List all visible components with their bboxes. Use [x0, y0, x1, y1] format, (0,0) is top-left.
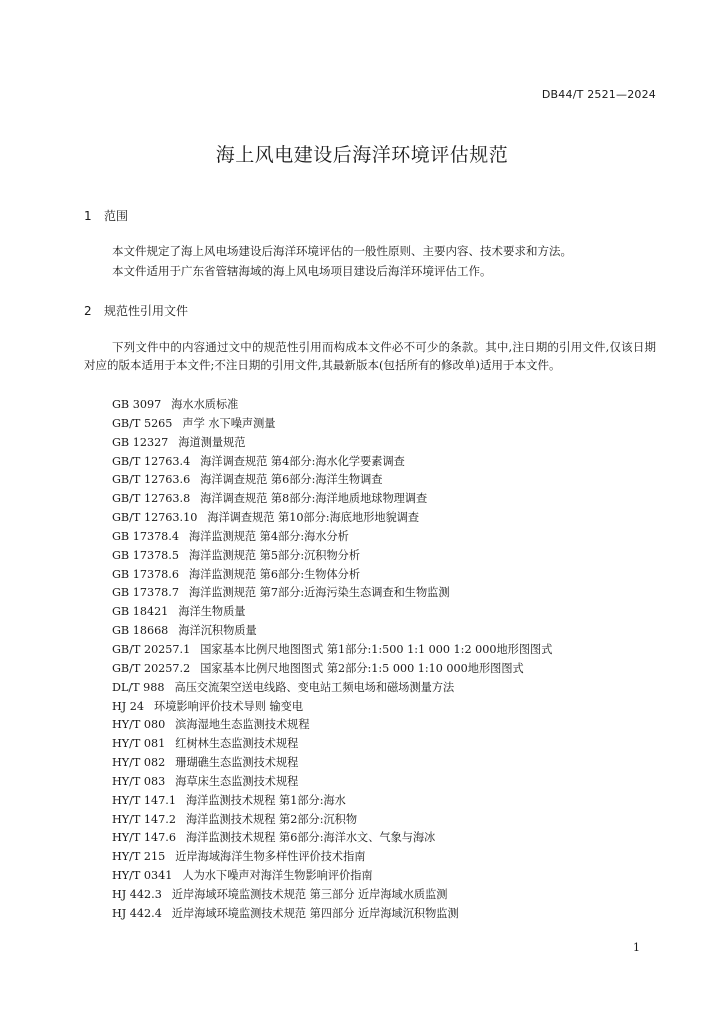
- reference-code: GB/T 20257.1: [112, 642, 191, 656]
- section-title: 规范性引用文件: [104, 304, 189, 318]
- reference-title: 海洋监测规范 第7部分:近海污染生态调查和生物监测: [188, 586, 450, 600]
- reference-code: HY/T 082: [112, 756, 166, 770]
- reference-item: [112, 509, 552, 528]
- reference-title: 人为水下噪声对海洋生物影响评价指南: [182, 869, 373, 883]
- reference-code: HJ 442.4: [112, 906, 162, 920]
- reference-title: 环境影响评价技术导则 输变电: [154, 699, 304, 713]
- reference-title: 国家基本比例尺地图图式 第2部分:1:5 000 1:10 000地形图图式: [200, 661, 524, 675]
- reference-code: GB 17378.4: [112, 529, 179, 543]
- reference-code: HY/T 0341: [112, 869, 173, 883]
- reference-item: [112, 679, 552, 698]
- reference-item: [112, 396, 552, 415]
- reference-title: 海洋监测技术规程 第2部分:沉积物: [185, 812, 358, 826]
- reference-item: [112, 490, 552, 509]
- references-intro-paragraph: 下列文件中的内容通过文中的规范性引用而构成本文件必不可少的条款。其中,注日期的引用文件,仅该日期对应的版本适用于本文件;不注日期的引用文件,其最新版本(包括所有的修改单)适用于本文件。: [84, 340, 656, 372]
- reference-list: [112, 396, 552, 924]
- reference-title: 近岸海域环境监测技术规范 第四部分 近岸海域沉积物监测: [171, 906, 459, 920]
- page-number: 1: [633, 941, 640, 954]
- reference-title: 国家基本比例尺地图图式 第1部分:1:500 1:1 000 1:2 000地形图图式: [200, 642, 553, 656]
- document-code: DB44/T 2521—2024: [541, 88, 656, 101]
- reference-title: 高压交流架空送电线路、变电站工频电场和磁场测量方法: [174, 680, 455, 694]
- reference-item: [112, 773, 552, 792]
- reference-code: GB 17378.6: [112, 567, 179, 581]
- reference-item: [112, 811, 552, 830]
- reference-code: HY/T 147.1: [112, 793, 176, 807]
- reference-code: HY/T 080: [112, 718, 166, 732]
- reference-item: [112, 792, 552, 811]
- reference-item: [112, 603, 552, 622]
- reference-title: 海洋监测技术规程 第1部分:海水: [185, 793, 346, 807]
- reference-code: GB/T 12763.8: [112, 492, 191, 506]
- reference-code: GB 17378.7: [112, 586, 179, 600]
- reference-item: [112, 415, 552, 434]
- reference-title: 海洋调查规范 第4部分:海水化学要素调查: [200, 454, 405, 468]
- reference-item: [112, 735, 552, 754]
- section-title: 范围: [104, 209, 129, 223]
- section-heading-normative-references: [84, 302, 188, 319]
- reference-item: [112, 698, 552, 717]
- reference-title: 海洋监测规范 第5部分:沉积物分析: [188, 548, 361, 562]
- reference-title: 近岸海域海洋生物多样性评价技术指南: [175, 850, 366, 864]
- reference-code: GB 18668: [112, 624, 169, 638]
- reference-code: HY/T 215: [112, 850, 166, 864]
- reference-item: [112, 867, 552, 886]
- reference-item: [112, 547, 552, 566]
- reference-item: [112, 754, 552, 773]
- reference-item: [112, 905, 552, 924]
- reference-title: 海水水质标准: [171, 398, 239, 411]
- reference-title: 海道测量规范: [178, 435, 246, 449]
- reference-code: GB 12327: [112, 435, 169, 449]
- reference-item: [112, 716, 552, 735]
- reference-code: HY/T 083: [112, 774, 166, 788]
- reference-title: 海洋监测规范 第4部分:海水分析: [188, 529, 349, 543]
- reference-code: HY/T 147.6: [112, 831, 176, 845]
- reference-code: GB/T 12763.6: [112, 473, 191, 487]
- document-title: 海上风电建设后海洋环境评估规范: [215, 144, 509, 166]
- reference-code: GB/T 5265: [112, 416, 173, 430]
- reference-item: [112, 622, 552, 641]
- reference-title: 海洋调查规范 第10部分:海底地形地貌调查: [207, 511, 420, 525]
- reference-item: [112, 434, 552, 453]
- reference-title: 海洋调查规范 第6部分:海洋生物调查: [200, 473, 383, 487]
- reference-title: 红树林生态监测技术规程: [175, 737, 299, 751]
- reference-code: GB/T 20257.2: [112, 661, 191, 675]
- reference-title: 海洋生物质量: [178, 605, 246, 619]
- scope-paragraph-2: 本文件适用于广东省管辖海域的海上风电场项目建设后海洋环境评估工作。: [112, 264, 492, 278]
- reference-title: 海草床生态监测技术规程: [175, 774, 299, 788]
- reference-title: 声学 水下噪声测量: [182, 416, 276, 430]
- section-number: 2: [84, 304, 92, 318]
- reference-item: [112, 660, 552, 679]
- reference-item: [112, 528, 552, 547]
- section-heading-scope: [84, 207, 128, 224]
- reference-title: 海洋沉积物质量: [178, 624, 257, 638]
- reference-code: HY/T 081: [112, 737, 166, 751]
- reference-code: DL/T 988: [112, 680, 165, 694]
- reference-item: [112, 566, 552, 585]
- reference-code: HJ 24: [112, 699, 145, 713]
- reference-title: 滨海湿地生态监测技术规程: [175, 718, 310, 732]
- reference-code: HJ 442.3: [112, 887, 162, 901]
- reference-item: [112, 641, 552, 660]
- reference-item: [112, 886, 552, 905]
- reference-item: [112, 584, 552, 603]
- reference-title: 海洋监测技术规程 第6部分:海洋水文、气象与海冰: [185, 831, 436, 845]
- section-number: 1: [84, 209, 92, 223]
- reference-title: 近岸海域环境监测技术规范 第三部分 近岸海域水质监测: [171, 887, 448, 901]
- reference-code: GB/T 12763.10: [112, 511, 198, 525]
- reference-code: GB 17378.5: [112, 548, 179, 562]
- reference-code: GB 3097: [112, 398, 162, 411]
- reference-code: GB 18421: [112, 605, 169, 619]
- reference-item: [112, 471, 552, 490]
- reference-title: 海洋监测规范 第6部分:生物体分析: [188, 567, 361, 581]
- reference-code: HY/T 147.2: [112, 812, 176, 826]
- reference-item: [112, 848, 552, 867]
- reference-item: [112, 453, 552, 472]
- reference-item: [112, 829, 552, 848]
- scope-paragraph-1: 本文件规定了海上风电场建设后海洋环境评估的一般性原则、主要内容、技术要求和方法。: [112, 244, 572, 258]
- reference-title: 海洋调查规范 第8部分:海洋地质地球物理调查: [200, 492, 428, 506]
- reference-title: 珊瑚礁生态监测技术规程: [175, 756, 299, 770]
- reference-code: GB/T 12763.4: [112, 454, 191, 468]
